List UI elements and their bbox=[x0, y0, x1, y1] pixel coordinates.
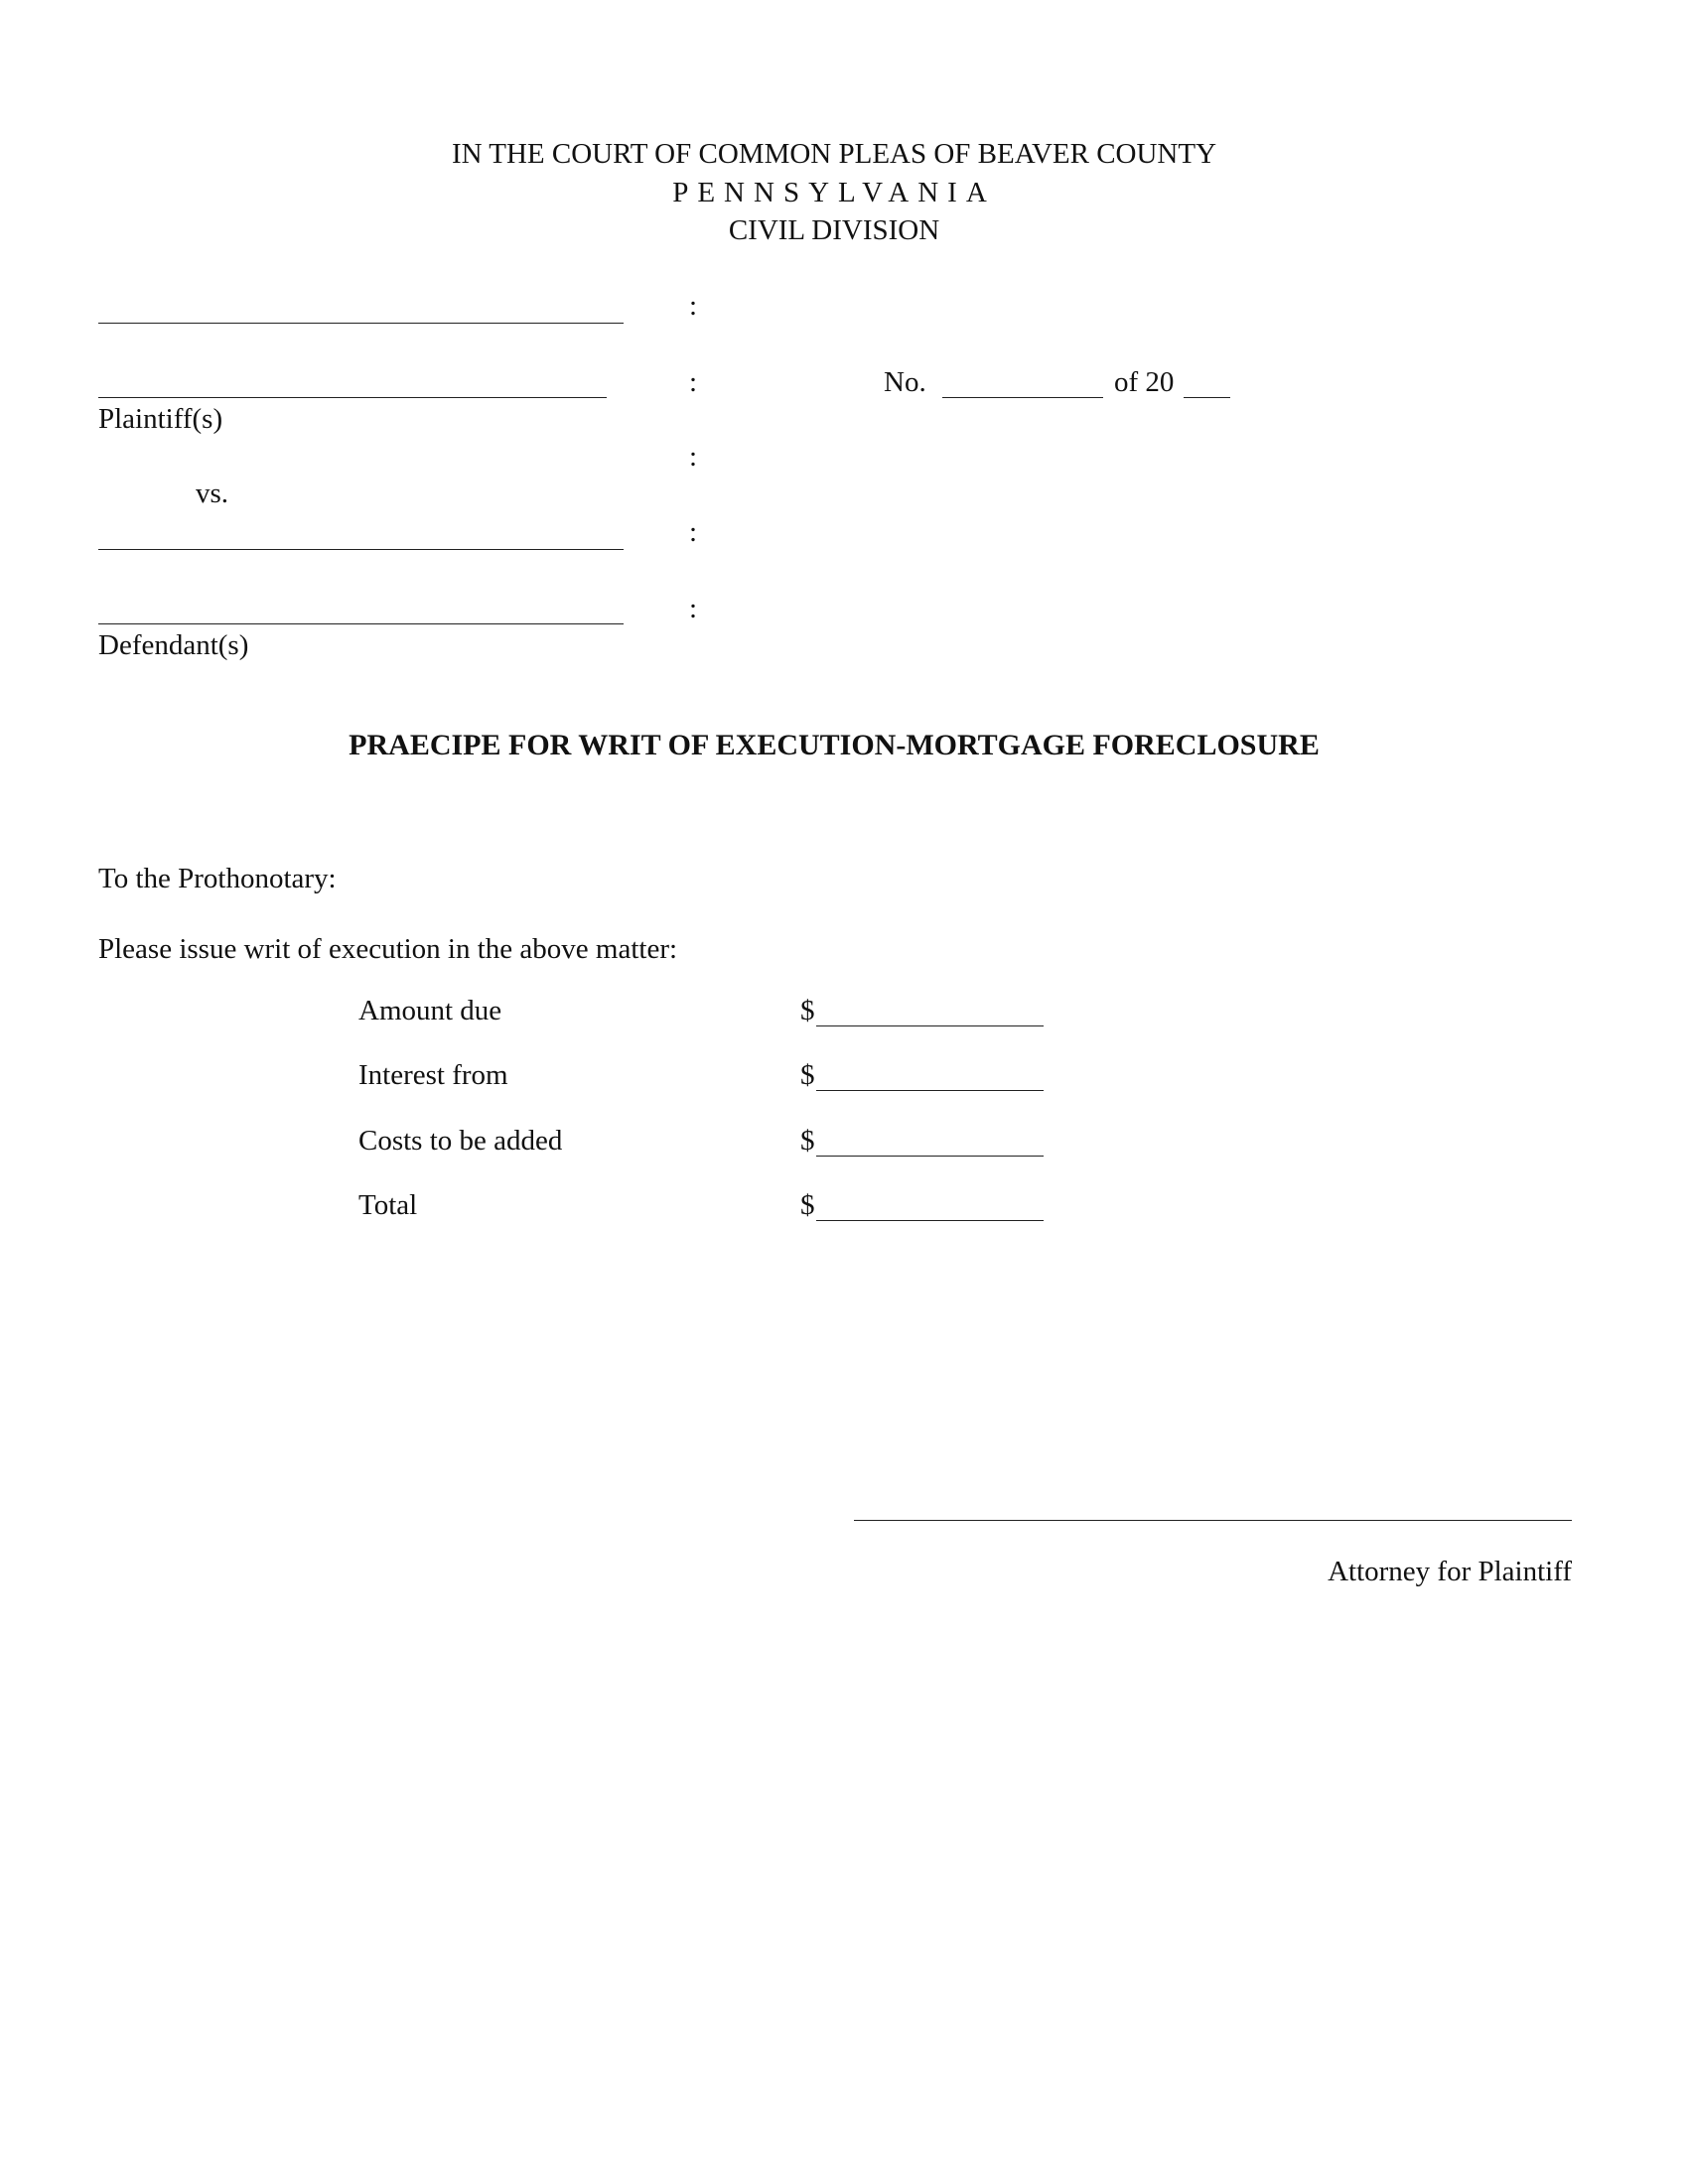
interest-from-label: Interest from bbox=[358, 1059, 508, 1091]
case-year-field[interactable] bbox=[1184, 397, 1230, 398]
signature-label: Attorney for Plaintiff bbox=[1328, 1556, 1572, 1587]
request-text: Please issue writ of execution in the above matter: bbox=[98, 933, 678, 965]
signature-line[interactable] bbox=[854, 1520, 1572, 1521]
defendant-name-line-1[interactable] bbox=[98, 549, 624, 550]
case-year-label: of 20 bbox=[1114, 366, 1175, 398]
case-number-field[interactable] bbox=[942, 397, 1103, 398]
dollar-sign: $ bbox=[800, 1189, 815, 1221]
state-name: PENNSYLVANIA bbox=[672, 177, 996, 208]
defendant-label: Defendant(s) bbox=[98, 629, 249, 661]
amount-due-field[interactable] bbox=[816, 1025, 1044, 1026]
document-title: PRAECIPE FOR WRIT OF EXECUTION-MORTGAGE FORECLOSURE bbox=[349, 729, 1320, 761]
amount-due-label: Amount due bbox=[358, 995, 502, 1026]
plaintiff-name-line-1[interactable] bbox=[98, 323, 624, 324]
case-number-label: No. bbox=[884, 366, 926, 398]
dollar-sign: $ bbox=[800, 995, 815, 1026]
caption-colon: : bbox=[689, 290, 698, 322]
costs-field[interactable] bbox=[816, 1156, 1044, 1157]
caption-colon: : bbox=[689, 366, 698, 398]
salutation: To the Prothonotary: bbox=[98, 863, 337, 894]
interest-from-field[interactable] bbox=[816, 1090, 1044, 1091]
caption-colon: : bbox=[689, 516, 698, 548]
dollar-sign: $ bbox=[800, 1125, 815, 1157]
defendant-name-line-2[interactable] bbox=[98, 623, 624, 624]
court-name: IN THE COURT OF COMMON PLEAS OF BEAVER COUNTY bbox=[451, 138, 1217, 170]
division-name: CIVIL DIVISION bbox=[728, 214, 940, 246]
caption-colon: : bbox=[689, 593, 698, 624]
dollar-sign: $ bbox=[800, 1059, 815, 1091]
costs-label: Costs to be added bbox=[358, 1125, 563, 1157]
total-field[interactable] bbox=[816, 1220, 1044, 1221]
caption-colon: : bbox=[689, 441, 698, 473]
vs-label: vs. bbox=[196, 478, 229, 509]
plaintiff-name-line-2[interactable] bbox=[98, 397, 607, 398]
total-label: Total bbox=[358, 1189, 418, 1221]
plaintiff-label: Plaintiff(s) bbox=[98, 403, 223, 435]
